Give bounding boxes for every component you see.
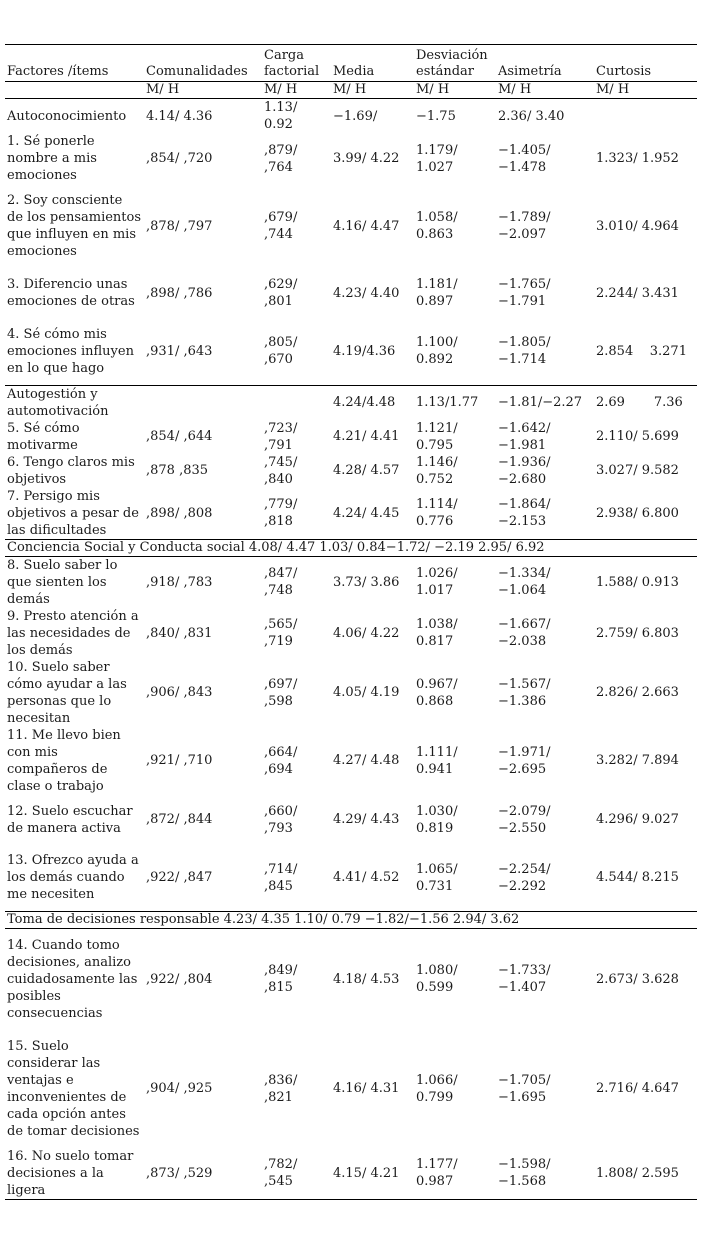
cell-desviacion: 1.13/1.77 bbox=[414, 385, 496, 420]
table-row bbox=[5, 929, 697, 1030]
factor-row bbox=[5, 99, 697, 134]
cell-media: 4.06/ 4.22 bbox=[333, 625, 400, 641]
cell-carga-factorial bbox=[262, 385, 331, 420]
cell-carga-factorial: ,723/ ,791 bbox=[264, 420, 298, 453]
cell-carga-factorial: ,664/ ,694 bbox=[264, 744, 298, 777]
cell-comunalidades: ,904/ ,925 bbox=[146, 1081, 213, 1096]
cell-media: 4.41/ 4.52 bbox=[333, 870, 400, 886]
cell-curtosis: 2.110/ 5.699 bbox=[596, 429, 679, 444]
cell-comunalidades: ,922/ ,804 bbox=[146, 971, 213, 987]
table-row bbox=[5, 184, 697, 268]
cell-factor-item: 10. Suelo saber cómo ayudar a las personas que lo necesitan bbox=[7, 659, 127, 726]
cell-comunalidades: ,921/ ,710 bbox=[146, 753, 213, 768]
cell-desviacion: 1.146/ 0.752 bbox=[416, 454, 458, 487]
cell-carga-factorial: ,879/ ,764 bbox=[264, 142, 298, 175]
header-media: Media bbox=[331, 45, 414, 82]
header-curtosis: Curtosis bbox=[594, 45, 697, 82]
cell-factor-item: 14. Cuando tomo decisiones, analizo cuidadosamente las posibles consecuencias bbox=[7, 937, 138, 1021]
cell-curtosis: 3.010/ 4.964 bbox=[596, 218, 679, 234]
cell-desviacion: 1.177/ 0.987 bbox=[414, 1148, 496, 1200]
units-cell: M/ H bbox=[262, 82, 331, 99]
header-factores-items: Factores /ítems bbox=[5, 45, 144, 82]
cell-media: 4.21/ 4.41 bbox=[333, 429, 400, 444]
cell-desviacion: 1.181/ 0.897 bbox=[416, 277, 458, 309]
cell-curtosis: 2.826/ 2.663 bbox=[596, 685, 679, 700]
cell-asimetria: −1.864/ −2.153 bbox=[498, 497, 551, 529]
column-header-row bbox=[5, 45, 697, 82]
cell-asimetria: −2.079/ −2.550 bbox=[498, 803, 551, 836]
cell-desviacion: 1.121/ 0.795 bbox=[416, 420, 458, 453]
cell-asimetria: −1.405/ −1.478 bbox=[498, 142, 551, 175]
cell-curtosis: 2.673/ 3.628 bbox=[596, 971, 679, 987]
cell-asimetria: −1.971/ −2.695 bbox=[498, 744, 551, 777]
cell-desviacion: 1.179/ 1.027 bbox=[416, 142, 458, 175]
cell-curtosis: 3.282/ 7.894 bbox=[596, 753, 679, 768]
cell-media: 3.73/ 3.86 bbox=[333, 574, 400, 590]
cell-carga-factorial: ,836/ ,821 bbox=[264, 1072, 298, 1105]
cell-factor-item: Autogestión y automotivación bbox=[5, 385, 144, 420]
cell-desviacion: 1.030/ 0.819 bbox=[416, 803, 458, 836]
cell-media: 3.99/ 4.22 bbox=[333, 151, 400, 166]
cell-factor-item: 13. Ofrezco ayuda a los demás cuando me necesiten bbox=[7, 853, 139, 903]
cell-media: 4.28/ 4.57 bbox=[333, 463, 400, 478]
cell-asimetria: −1.765/ −1.791 bbox=[498, 277, 551, 309]
cell-factor-item: 16. No suelo tomar decisiones a la ligera bbox=[5, 1148, 144, 1200]
cell-asimetria: −1.81/−2.27 bbox=[496, 385, 594, 420]
units-cell: M/ H bbox=[331, 82, 414, 99]
cell-media: 4.27/ 4.48 bbox=[333, 753, 400, 768]
header-carga-factorial: Carga factorial bbox=[262, 45, 331, 82]
table-row bbox=[5, 608, 697, 659]
cell-asimetria: −1.642/ −1.981 bbox=[498, 420, 551, 453]
cell-factor-item: 11. Me llevo bien con mis compañeros de clase o trabajo bbox=[7, 727, 121, 794]
cell-desviacion: 1.058/ 0.863 bbox=[416, 210, 458, 242]
cell-asimetria: 2.36/ 3.40 bbox=[498, 108, 565, 124]
table-row bbox=[5, 795, 697, 845]
cell-comunalidades: ,878 ,835 bbox=[146, 463, 209, 478]
units-cell: M/ H bbox=[496, 82, 594, 99]
cell-curtosis: 2.759/ 6.803 bbox=[596, 625, 679, 641]
cell-carga-factorial: ,847/ ,748 bbox=[264, 566, 298, 598]
header-asimetria: Asimetría bbox=[496, 45, 594, 82]
cell-comunalidades: ,854/ ,720 bbox=[146, 151, 213, 166]
cell-carga-factorial: ,697/ ,598 bbox=[264, 676, 298, 709]
cell-desviacion: 1.026/ 1.017 bbox=[416, 566, 458, 598]
cell-desviacion: 1.038/ 0.817 bbox=[416, 617, 458, 649]
table-row bbox=[5, 454, 697, 488]
units-cell: M/ H bbox=[594, 82, 697, 99]
cell-comunalidades: 4.14/ 4.36 bbox=[146, 108, 213, 124]
cell-asimetria: −1.334/ −1.064 bbox=[498, 566, 551, 598]
table-row bbox=[5, 845, 697, 912]
cell-media: 4.15/ 4.21 bbox=[331, 1148, 414, 1200]
cell-asimetria: −1.789/ −2.097 bbox=[498, 210, 551, 242]
cell-curtosis: 3.027/ 9.582 bbox=[596, 463, 679, 478]
table-row bbox=[5, 420, 697, 454]
cell-carga-factorial: ,805/ ,670 bbox=[264, 335, 298, 368]
cell-asimetria: −1.705/ −1.695 bbox=[498, 1072, 551, 1105]
cell-comunalidades: ,854/ ,644 bbox=[146, 429, 213, 444]
cell-desviacion: 1.100/ 0.892 bbox=[416, 335, 458, 368]
cell-media: 4.24/4.48 bbox=[331, 385, 414, 420]
table-header bbox=[5, 45, 697, 99]
cell-curtosis: 2.716/ 4.647 bbox=[596, 1081, 679, 1096]
cell-desviacion: 1.066/ 0.799 bbox=[416, 1072, 458, 1105]
cell-carga-factorial: ,660/ ,793 bbox=[264, 803, 298, 836]
cell-desviacion: 1.111/ 0.941 bbox=[416, 744, 458, 777]
cell-media: 4.05/ 4.19 bbox=[333, 685, 400, 700]
cell-desviacion: −1.75 bbox=[416, 108, 456, 124]
cell-factor-item: 8. Suelo saber lo que sienten los demás bbox=[7, 557, 118, 607]
cell-media: 4.16/ 4.31 bbox=[333, 1081, 400, 1096]
cell-curtosis: 2.69 7.36 bbox=[594, 385, 697, 420]
cell-factor-item: 6. Tengo claros mis objetivos bbox=[7, 454, 135, 487]
cell-media: 4.18/ 4.53 bbox=[333, 971, 400, 987]
cell-asimetria: −2.254/ −2.292 bbox=[498, 861, 551, 894]
units-cell: M/ H bbox=[414, 82, 496, 99]
cell-desviacion: 1.080/ 0.599 bbox=[416, 963, 458, 996]
cell-comunalidades bbox=[144, 385, 262, 420]
cell-comunalidades: ,922/ ,847 bbox=[146, 870, 213, 886]
cell-asimetria: −1.598/ −1.568 bbox=[496, 1148, 594, 1200]
units-cell-empty bbox=[5, 82, 144, 99]
cell-media: 4.16/ 4.47 bbox=[333, 218, 400, 234]
cell-factor-item: 9. Presto atención a las necesidades de los demás bbox=[7, 608, 139, 658]
factor-row bbox=[5, 385, 697, 420]
table-row bbox=[5, 318, 697, 385]
cell-factor-item: 4. Sé cómo mis emociones influyen en lo que hago bbox=[7, 326, 134, 376]
table-body bbox=[5, 99, 697, 1200]
cell-comunalidades: ,840/ ,831 bbox=[146, 625, 213, 641]
units-row bbox=[5, 82, 697, 99]
table-row bbox=[5, 1030, 697, 1148]
cell-carga-factorial: ,565/ ,719 bbox=[264, 617, 298, 649]
table-row bbox=[5, 133, 697, 184]
factor-summary-cell: Conciencia Social y Conducta social 4.08/ 4.47 1.03/ 0.84−1.72/ −2.19 2.95/ 6.92 bbox=[5, 539, 697, 556]
cell-factor-item: 15. Suelo considerar las ventajas e inconvenientes de cada opción antes de tomar decisiones bbox=[7, 1038, 140, 1139]
cell-media: 4.23/ 4.40 bbox=[333, 285, 400, 301]
cell-asimetria: −1.567/ −1.386 bbox=[498, 676, 551, 709]
cell-curtosis: 4.296/ 9.027 bbox=[596, 812, 679, 827]
cell-factor-item: 5. Sé cómo motivarme bbox=[7, 420, 80, 453]
cell-comunalidades: ,873/ ,529 bbox=[144, 1148, 262, 1200]
cell-carga-factorial: ,679/ ,744 bbox=[264, 210, 298, 242]
cell-desviacion: 1.114/ 0.776 bbox=[416, 497, 458, 529]
cell-comunalidades: ,898/ ,808 bbox=[146, 505, 213, 521]
header-comunalidades: Comunalidades bbox=[144, 45, 262, 82]
cell-carga-factorial: 1.13/ 0.92 bbox=[264, 100, 298, 132]
cell-asimetria: −1.733/ −1.407 bbox=[498, 963, 551, 996]
cell-curtosis bbox=[594, 99, 697, 134]
units-cell: M/ H bbox=[144, 82, 262, 99]
cell-curtosis: 1.323/ 1.952 bbox=[596, 151, 679, 166]
cell-curtosis: 1.588/ 0.913 bbox=[596, 574, 679, 590]
table-row bbox=[5, 268, 697, 318]
cell-comunalidades: ,918/ ,783 bbox=[146, 574, 213, 590]
cell-carga-factorial: ,779/ ,818 bbox=[264, 497, 298, 529]
cell-factor-item: 1. Sé ponerle nombre a mis emociones bbox=[7, 134, 97, 183]
header-desviacion-estandar: Desviación estándar bbox=[414, 45, 496, 82]
descriptive-statistics-table bbox=[5, 44, 697, 1200]
cell-factor-item: Autoconocimiento bbox=[7, 108, 127, 124]
cell-asimetria: −1.667/ −2.038 bbox=[498, 617, 551, 649]
cell-factor-item: 3. Diferencio unas emociones de otras bbox=[7, 277, 135, 309]
table-row bbox=[5, 1148, 697, 1200]
cell-carga-factorial: ,714/ ,845 bbox=[264, 861, 298, 894]
cell-factor-item: 12. Suelo escuchar de manera activa bbox=[7, 803, 133, 836]
factor-row bbox=[5, 539, 697, 556]
cell-carga-factorial: ,849/ ,815 bbox=[264, 963, 298, 996]
cell-asimetria: −1.805/ −1.714 bbox=[498, 335, 551, 368]
cell-media: 4.19/4.36 bbox=[333, 343, 396, 359]
cell-comunalidades: ,931/ ,643 bbox=[146, 343, 213, 359]
cell-carga-factorial: ,745/ ,840 bbox=[264, 454, 298, 487]
cell-media: 4.29/ 4.43 bbox=[333, 812, 400, 827]
table-row bbox=[5, 556, 697, 608]
cell-carga-factorial: ,782/ ,545 bbox=[262, 1148, 331, 1200]
cell-comunalidades: ,878/ ,797 bbox=[146, 218, 213, 234]
cell-asimetria: −1.936/ −2.680 bbox=[498, 454, 551, 487]
cell-media: 4.24/ 4.45 bbox=[333, 505, 400, 521]
cell-factor-item: 2. Soy consciente de los pensamientos que influyen en mis emociones bbox=[7, 193, 142, 259]
cell-curtosis: 2.938/ 6.800 bbox=[596, 505, 679, 521]
cell-curtosis: 1.808/ 2.595 bbox=[594, 1148, 697, 1200]
cell-comunalidades: ,906/ ,843 bbox=[146, 685, 213, 700]
cell-desviacion: 0.967/ 0.868 bbox=[416, 676, 458, 709]
table-row bbox=[5, 727, 697, 795]
factor-summary-cell: Toma de decisiones responsable 4.23/ 4.35 1.10/ 0.79 −1.82/−1.56 2.94/ 3.62 bbox=[5, 912, 697, 929]
cell-factor-item: 7. Persigo mis objetivos a pesar de las dificultades bbox=[7, 488, 139, 538]
table-row bbox=[5, 488, 697, 540]
cell-curtosis: 2.854 3.271 bbox=[596, 343, 687, 359]
cell-media: −1.69/ bbox=[333, 108, 378, 124]
cell-curtosis: 2.244/ 3.431 bbox=[596, 285, 679, 301]
cell-curtosis: 4.544/ 8.215 bbox=[596, 870, 679, 886]
cell-comunalidades: ,898/ ,786 bbox=[146, 285, 213, 301]
cell-comunalidades: ,872/ ,844 bbox=[146, 812, 213, 827]
cell-desviacion: 1.065/ 0.731 bbox=[416, 861, 458, 894]
cell-carga-factorial: ,629/ ,801 bbox=[264, 277, 298, 309]
factor-row bbox=[5, 912, 697, 929]
table-row bbox=[5, 659, 697, 727]
